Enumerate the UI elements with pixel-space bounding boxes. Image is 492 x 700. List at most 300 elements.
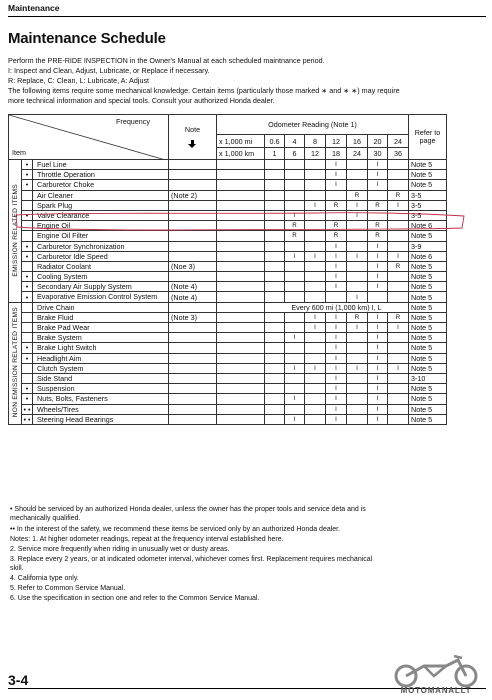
motorcycle-icon [386, 652, 486, 688]
interval-value-cell: I [305, 251, 326, 261]
interval-value-cell [326, 190, 347, 200]
interval-value-cell [285, 312, 305, 322]
interval-value-cell [305, 261, 326, 271]
service-mark-cell: • [22, 241, 33, 251]
service-mark-cell [22, 221, 33, 231]
non-emission-row [9, 384, 447, 394]
footnote-line: 5. Refer to Common Service Manual. [10, 585, 126, 592]
emission-row [9, 180, 447, 190]
interval-unit-cell [217, 241, 265, 251]
interval-value-cell [388, 394, 409, 404]
interval-value-cell [388, 404, 409, 414]
service-mark-cell: • [22, 353, 33, 363]
interval-value-cell [326, 292, 347, 302]
note-cell: (Note 4) [169, 282, 217, 292]
interval-unit-cell [217, 180, 265, 190]
service-mark-cell: • • [23, 414, 31, 424]
note-cell: (Note 2) [169, 190, 217, 200]
note-cell [169, 404, 217, 414]
interval-unit-cell [217, 404, 265, 414]
page-title: Maintenance Schedule [8, 30, 166, 47]
item-name-cell: Carburetor Synchronization [33, 241, 169, 251]
interval-value-cell: I [368, 343, 388, 353]
interval-value-cell [265, 373, 285, 383]
interval-value-cell: R [368, 221, 388, 231]
interval-span-cell: Every 600 mi (1,000 km) I, L [265, 302, 409, 312]
freq-item-header-cell [9, 115, 169, 160]
service-mark-cell [22, 363, 33, 373]
footnote-line: Notes: 1. At higher odometer readings, repeat at the frequency interval established here. [10, 536, 284, 543]
frequency-label: Frequency [116, 117, 150, 126]
interval-unit-cell [217, 373, 265, 383]
emission-row [9, 190, 447, 200]
service-mark-cell [22, 302, 33, 312]
footnote-line: •• In the interest of the safety, we recommend these items be serviced only by an authorized Honda dealer. [10, 526, 341, 533]
note-cell: (Noe 3) [169, 261, 217, 271]
interval-value-cell: I [368, 160, 388, 170]
interval-value-cell: R [326, 221, 347, 231]
footnote-line: 3. Replace every 2 years, or at indicated odometer interval, whichever comes first. Replacement requires mechanical [10, 556, 373, 563]
interval-value-cell [388, 373, 409, 383]
interval-value-cell [265, 323, 285, 333]
interval-unit-cell [217, 312, 265, 322]
interval-value-cell: I [347, 292, 368, 302]
refer-page-cell: Note 6 [409, 251, 447, 261]
interval-value-cell [347, 404, 368, 414]
refer-page-cell: Note 5 [409, 261, 447, 271]
interval-value-cell [265, 363, 285, 373]
interval-value-cell [285, 384, 305, 394]
interval-value-cell [347, 231, 368, 241]
item-name-cell: Side Stand [33, 373, 169, 383]
interval-value-cell: I [368, 251, 388, 261]
interval-value-cell: I [347, 323, 368, 333]
interval-value-cell: I [368, 353, 388, 363]
interval-value-cell [305, 404, 326, 414]
intro-line-1: Perform the PRE-RIDE INSPECTION in the Owner's Manual at each scheduled maintnance period. [8, 56, 325, 65]
refer-page-cell: Note 5 [409, 282, 447, 292]
interval-value-cell: I [285, 414, 305, 424]
interval-value-cell: I [326, 414, 347, 424]
mi-value-cell: 8 [305, 135, 326, 147]
interval-value-cell [305, 210, 326, 220]
emission-row [9, 221, 447, 231]
maintenance-schedule-table [8, 114, 447, 425]
interval-value-cell [388, 384, 409, 394]
footnote-line: mechanically qualified. [10, 515, 81, 522]
interval-value-cell [305, 384, 326, 394]
interval-value-cell [388, 241, 409, 251]
service-mark-cell: • [22, 180, 33, 190]
item-name-cell: Brake Pad Wear [33, 323, 169, 333]
interval-value-cell [265, 282, 285, 292]
note-cell [169, 302, 217, 312]
interval-value-cell [265, 312, 285, 322]
km-unit-cell: x 1,000 km [217, 147, 265, 159]
non-emission-group-label: NON EMISSION RELATED ITEMS [11, 307, 19, 418]
interval-unit-cell [217, 160, 265, 170]
interval-value-cell [285, 353, 305, 363]
service-mark-cell [22, 373, 33, 383]
note-cell [169, 394, 217, 404]
interval-value-cell: I [285, 210, 305, 220]
item-label: Item [12, 148, 26, 157]
note-cell [169, 373, 217, 383]
refer-page-cell: 3-10 [409, 373, 447, 383]
section-header [8, 0, 486, 17]
interval-unit-cell [217, 272, 265, 282]
interval-value-cell: I [368, 312, 388, 322]
interval-value-cell [305, 160, 326, 170]
emission-row [9, 282, 447, 292]
emission-row [9, 251, 447, 261]
interval-value-cell: I [285, 394, 305, 404]
interval-value-cell: I [388, 251, 409, 261]
interval-value-cell: I [368, 170, 388, 180]
interval-value-cell: I [326, 180, 347, 190]
interval-value-cell [285, 404, 305, 414]
interval-value-cell [265, 353, 285, 363]
note-cell [169, 272, 217, 282]
refer-page-cell: Note 5 [409, 160, 447, 170]
service-mark-cell [22, 323, 33, 333]
note-cell [169, 180, 217, 190]
service-mark-cell: • [22, 394, 33, 404]
emission-row [9, 200, 447, 210]
interval-value-cell [347, 170, 368, 180]
interval-value-cell [326, 210, 347, 220]
note-cell [169, 251, 217, 261]
interval-unit-cell [217, 190, 265, 200]
service-mark-cell: • [22, 170, 33, 180]
footnote-line: skill. [10, 565, 24, 572]
note-cell [169, 353, 217, 363]
interval-value-cell: I [368, 241, 388, 251]
non-emission-row [9, 343, 447, 353]
mi-value-cell: 12 [326, 135, 347, 147]
emission-group-label: EMISSION RELATED ITEMS [11, 183, 19, 277]
refer-page-cell: Note 6 [409, 221, 447, 231]
non-emission-row [9, 353, 447, 363]
interval-value-cell: R [347, 190, 368, 200]
non-emission-row [9, 312, 447, 322]
refer-page-cell: Note 5 [409, 302, 447, 312]
interval-value-cell [347, 272, 368, 282]
emission-row [9, 292, 447, 302]
interval-value-cell [347, 241, 368, 251]
interval-value-cell: I [285, 333, 305, 343]
interval-unit-cell [217, 210, 265, 220]
interval-value-cell [388, 180, 409, 190]
interval-value-cell [347, 180, 368, 190]
interval-value-cell: R [388, 190, 409, 200]
km-value-cell: 36 [388, 147, 409, 159]
interval-value-cell [305, 241, 326, 251]
refer-label: Refer to page [414, 128, 441, 145]
interval-value-cell [265, 384, 285, 394]
emission-row [9, 210, 447, 220]
service-mark-cell [22, 231, 33, 241]
note-cell: (Note 3) [169, 312, 217, 322]
interval-value-cell: I [326, 343, 347, 353]
interval-value-cell: I [326, 384, 347, 394]
interval-value-cell [305, 414, 326, 424]
interval-value-cell [265, 170, 285, 180]
interval-value-cell [368, 190, 388, 200]
interval-value-cell [388, 231, 409, 241]
interval-value-cell: I [305, 200, 326, 210]
interval-unit-cell [217, 363, 265, 373]
interval-value-cell: I [368, 414, 388, 424]
interval-value-cell [285, 282, 305, 292]
note-cell [169, 231, 217, 241]
interval-value-cell [265, 414, 285, 424]
interval-value-cell [305, 353, 326, 363]
interval-unit-cell [217, 333, 265, 343]
interval-unit-cell [217, 200, 265, 210]
refer-page-cell: Note 5 [409, 292, 447, 302]
note-cell [169, 241, 217, 251]
interval-value-cell [265, 180, 285, 190]
item-name-cell: Engine Oil [33, 221, 169, 231]
interval-value-cell [347, 343, 368, 353]
table-header-row-1 [9, 115, 447, 135]
interval-value-cell [305, 170, 326, 180]
interval-unit-cell [217, 323, 265, 333]
non-emission-row [9, 333, 447, 343]
interval-value-cell [388, 292, 409, 302]
interval-value-cell [388, 210, 409, 220]
service-mark-cell: • [22, 210, 33, 220]
interval-value-cell [265, 272, 285, 282]
emission-row [9, 170, 447, 180]
item-name-cell: Fuel Line [33, 160, 169, 170]
interval-value-cell: I [388, 200, 409, 210]
note-cell [169, 384, 217, 394]
non-emission-row [9, 414, 447, 424]
interval-value-cell [347, 414, 368, 424]
item-name-cell: Nuts, Bolts, Fasteners [33, 394, 169, 404]
interval-unit-cell [217, 384, 265, 394]
refer-page-cell: Note 5 [409, 404, 447, 414]
km-value-cell: 30 [368, 147, 388, 159]
interval-value-cell: R [326, 231, 347, 241]
interval-value-cell [305, 333, 326, 343]
interval-value-cell [305, 272, 326, 282]
interval-value-cell: R [326, 200, 347, 210]
interval-value-cell: I [326, 333, 347, 343]
interval-value-cell: I [305, 363, 326, 373]
interval-value-cell [388, 333, 409, 343]
refer-page-cell: Note 5 [409, 353, 447, 363]
item-name-cell: Engine Oil Filter [33, 231, 169, 241]
interval-value-cell: I [388, 323, 409, 333]
item-name-cell: Radiator Coolant [33, 261, 169, 271]
watermark-logo [386, 652, 486, 698]
note-cell [169, 363, 217, 373]
refer-page-cell: Note 5 [409, 343, 447, 353]
interval-value-cell [305, 180, 326, 190]
item-name-cell: Carburetor Idle Speed [33, 251, 169, 261]
interval-value-cell [285, 343, 305, 353]
interval-unit-cell [217, 414, 265, 424]
note-cell [169, 170, 217, 180]
interval-value-cell [347, 384, 368, 394]
interval-value-cell: I [368, 272, 388, 282]
interval-value-cell: I [368, 373, 388, 383]
refer-page-cell: Note 5 [409, 333, 447, 343]
interval-value-cell [265, 261, 285, 271]
refer-page-cell: Note 5 [409, 414, 447, 424]
arrow-down-icon [188, 140, 197, 148]
interval-value-cell [305, 373, 326, 383]
refer-page-cell: Note 5 [409, 231, 447, 241]
interval-value-cell [305, 282, 326, 292]
interval-unit-cell [217, 353, 265, 363]
interval-value-cell [388, 221, 409, 231]
refer-page-cell: Note 5 [409, 384, 447, 394]
non-emission-row [9, 373, 447, 383]
interval-value-cell: I [368, 261, 388, 271]
note-cell [169, 200, 217, 210]
note-cell [169, 160, 217, 170]
interval-unit-cell [217, 343, 265, 353]
interval-value-cell [347, 373, 368, 383]
interval-value-cell: I [388, 363, 409, 373]
item-name-cell: Carburetor Choke [33, 180, 169, 190]
interval-value-cell [347, 333, 368, 343]
item-name-cell: Secondary Air Supply System [33, 282, 169, 292]
interval-value-cell [265, 404, 285, 414]
interval-value-cell: I [368, 323, 388, 333]
interval-value-cell [347, 221, 368, 231]
item-name-cell: Evaporative Emission Control System [33, 292, 169, 302]
item-name-cell: Valve Clearance [33, 210, 169, 220]
mi-value-cell: 20 [368, 135, 388, 147]
interval-unit-cell [217, 282, 265, 292]
interval-value-cell [285, 241, 305, 251]
interval-value-cell: I [326, 394, 347, 404]
interval-value-cell [265, 343, 285, 353]
interval-value-cell: I [368, 180, 388, 190]
refer-page-cell: Note 5 [409, 323, 447, 333]
item-name-cell: Spark Plug [33, 200, 169, 210]
note-header-cell [169, 115, 217, 160]
interval-value-cell: R [388, 312, 409, 322]
interval-value-cell [305, 343, 326, 353]
interval-unit-cell [217, 292, 265, 302]
refer-page-cell: Note 5 [409, 363, 447, 373]
note-cell [169, 343, 217, 353]
item-name-cell: Steering Head Bearings [33, 414, 169, 424]
interval-value-cell [265, 221, 285, 231]
intro-line-5: more technical information and special tools. Consult your authorized Honda dealer. [8, 96, 275, 105]
item-name-cell: Clutch System [33, 363, 169, 373]
interval-value-cell: I [326, 272, 347, 282]
interval-value-cell: I [326, 282, 347, 292]
refer-page-cell: Note 5 [409, 170, 447, 180]
interval-value-cell: I [326, 251, 347, 261]
interval-value-cell [265, 160, 285, 170]
odometer-label: Odometer Reading (Note 1) [268, 120, 357, 130]
interval-value-cell [265, 231, 285, 241]
item-name-cell: Brake System [33, 333, 169, 343]
interval-value-cell: I [368, 404, 388, 414]
km-value-cell: 1 [265, 147, 285, 159]
km-value-cell: 24 [347, 147, 368, 159]
interval-value-cell [388, 170, 409, 180]
interval-value-cell [305, 221, 326, 231]
interval-value-cell [388, 343, 409, 353]
interval-value-cell: I [326, 160, 347, 170]
emission-row [9, 272, 447, 282]
emission-row [9, 160, 447, 170]
interval-value-cell [285, 180, 305, 190]
non-emission-group-label-cell [9, 302, 22, 424]
interval-value-cell: R [368, 231, 388, 241]
interval-value-cell: I [326, 323, 347, 333]
interval-value-cell [285, 200, 305, 210]
interval-value-cell: R [347, 312, 368, 322]
interval-value-cell: R [368, 200, 388, 210]
note-label: Note [184, 125, 201, 134]
non-emission-row [9, 363, 447, 373]
interval-value-cell [265, 394, 285, 404]
service-mark-cell: • • [23, 404, 31, 414]
km-value-cell: 18 [326, 147, 347, 159]
km-value-cell: 12 [305, 147, 326, 159]
item-name-cell: Suspension [33, 384, 169, 394]
interval-value-cell [285, 261, 305, 271]
page-number: 3-4 [8, 672, 29, 688]
km-value-cell: 6 [285, 147, 305, 159]
item-name-cell: Brake Light Switch [33, 343, 169, 353]
interval-value-cell [285, 160, 305, 170]
interval-value-cell: I [368, 333, 388, 343]
non-emission-row [9, 404, 447, 414]
interval-value-cell [388, 160, 409, 170]
item-name-cell: Brake Fluid [33, 312, 169, 322]
interval-value-cell [265, 251, 285, 261]
interval-value-cell [347, 282, 368, 292]
item-name-cell: Cooling System [33, 272, 169, 282]
interval-value-cell [347, 160, 368, 170]
service-mark-cell: • [22, 160, 33, 170]
interval-value-cell [388, 414, 409, 424]
interval-value-cell [265, 190, 285, 200]
item-name-cell: Headlight Aim [33, 353, 169, 363]
interval-value-cell [388, 272, 409, 282]
refer-page-cell: Note 5 [409, 394, 447, 404]
emission-row [9, 241, 447, 251]
intro-line-2: I: Inspect and Clean, Adjust, Lubricate, or Replace if necessary. [8, 66, 210, 75]
refer-page-cell: Note 5 [409, 312, 447, 322]
note-cell [169, 210, 217, 220]
emission-row [9, 261, 447, 271]
interval-value-cell [285, 292, 305, 302]
interval-value-cell [347, 261, 368, 271]
footnote-line: 6. Use the specification in section one and refer to the Common Service Manual. [10, 595, 260, 602]
service-mark-cell: • [22, 272, 33, 282]
interval-value-cell: I [368, 363, 388, 373]
mi-value-cell: 24 [388, 135, 409, 147]
interval-unit-cell [217, 302, 265, 312]
interval-value-cell [265, 292, 285, 302]
item-name-cell: Air Cleaner [33, 190, 169, 200]
interval-value-cell [305, 292, 326, 302]
refer-page-cell: 3-5 [409, 210, 447, 220]
interval-value-cell: R [285, 221, 305, 231]
